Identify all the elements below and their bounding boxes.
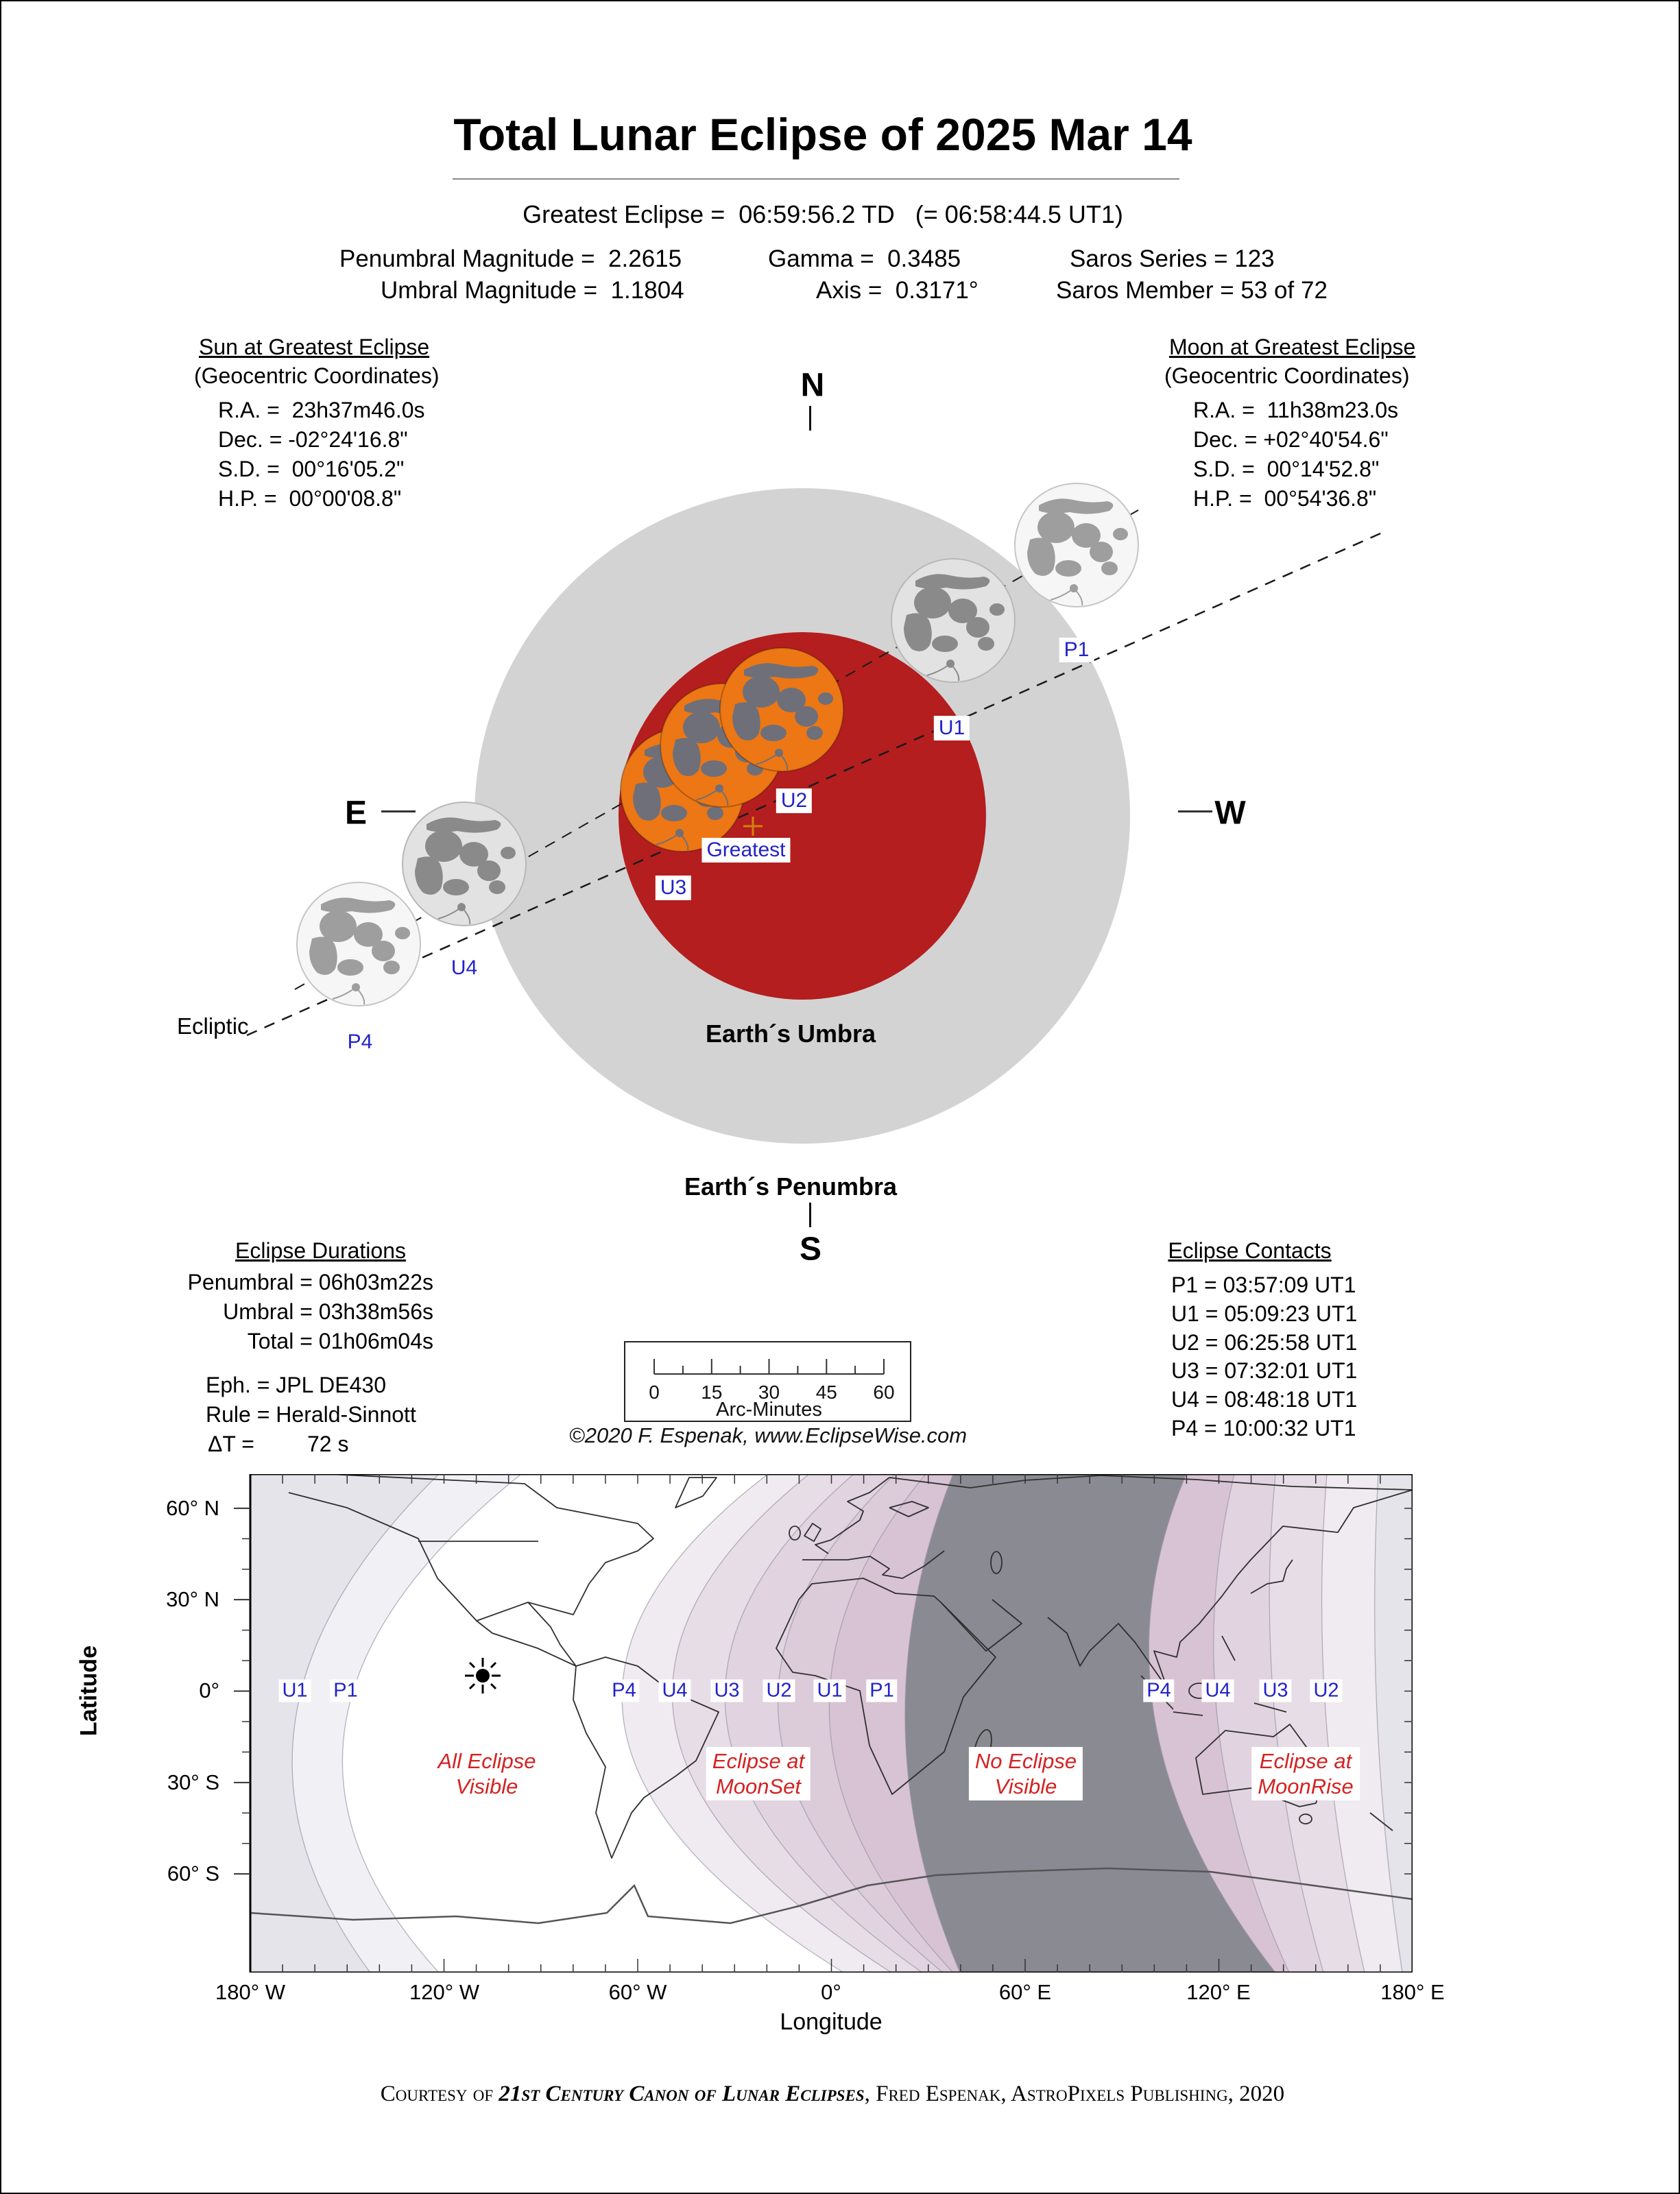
latitude-axis-label: Latitude bbox=[75, 1645, 102, 1737]
page-title: Total Lunar Eclipse of 2025 Mar 14 bbox=[453, 109, 1192, 160]
sun-symbol bbox=[465, 1658, 501, 1693]
penumbra-label: Earth´s Penumbra bbox=[684, 1172, 898, 1201]
umbral-magnitude: Umbral Magnitude = 1.1804 bbox=[381, 277, 684, 304]
sun-ra: R.A. = 23h37m46.0s bbox=[218, 398, 425, 422]
lon-tick-60w: 60° W bbox=[608, 1980, 667, 2004]
map-label-u2-east: U2 bbox=[1310, 1680, 1342, 1702]
sun-sd: S.D. = 00°16'05.2" bbox=[218, 457, 405, 481]
compass-west: W bbox=[1214, 795, 1246, 832]
map-label-u3-mid: U3 bbox=[710, 1680, 743, 1702]
region-all-eclipse-visible: All Eclipse Visible bbox=[432, 1747, 542, 1800]
contact-time-u1: U1 = 05:09:23 UT1 bbox=[1171, 1301, 1358, 1326]
contact-label-p1: P1 bbox=[1059, 638, 1094, 662]
penumbral-magnitude: Penumbral Magnitude = 2.2615 bbox=[339, 245, 682, 272]
lon-tick-0: 0° bbox=[821, 1980, 841, 2004]
duration-total: Total = 01h06m04s bbox=[247, 1329, 433, 1353]
contact-label-u2: U2 bbox=[776, 788, 812, 813]
moon-sd: S.D. = 00°14'52.8" bbox=[1193, 457, 1380, 481]
contact-time-u4: U4 = 08:48:18 UT1 bbox=[1171, 1387, 1358, 1412]
axis: Axis = 0.3171° bbox=[816, 277, 979, 304]
gamma: Gamma = 0.3485 bbox=[768, 245, 961, 272]
shadow-diagram bbox=[233, 384, 1399, 1172]
east-dash bbox=[381, 810, 416, 812]
compass-east: E bbox=[344, 795, 368, 832]
moon-block-subheading: (Geocentric Coordinates) bbox=[1164, 363, 1410, 388]
map-label-u4-mid: U4 bbox=[658, 1680, 691, 1702]
duration-penumbral: Penumbral = 06h03m22s bbox=[187, 1270, 433, 1294]
contact-label-u4: U4 bbox=[446, 956, 482, 980]
map-label-u1-mid: U1 bbox=[813, 1680, 845, 1702]
compass-north: N bbox=[800, 367, 825, 404]
north-tick bbox=[809, 406, 811, 431]
map-label-u3-east: U3 bbox=[1259, 1680, 1291, 1702]
ephemeris: Eph. = JPL DE430 bbox=[206, 1373, 386, 1397]
scale-bar bbox=[624, 1341, 911, 1422]
lat-tick-30s: 30° S bbox=[167, 1770, 219, 1794]
moon-at-p4 bbox=[297, 882, 420, 1006]
sun-dec: Dec. = -02°24'16.8" bbox=[218, 427, 408, 452]
map-label-p4-mid: P4 bbox=[608, 1680, 639, 1702]
contact-label-greatest: Greatest bbox=[701, 838, 790, 863]
scale-unit: Arc-Minutes bbox=[716, 1399, 822, 1418]
greatest-eclipse-line: Greatest Eclipse = 06:59:56.2 TD (= 06:58:44.5 UT1) bbox=[523, 200, 1123, 228]
lat-tick-0: 0° bbox=[199, 1678, 219, 1702]
map-label-p4-east: P4 bbox=[1143, 1680, 1174, 1702]
lon-tick-180e: 180° E bbox=[1380, 1980, 1445, 2004]
contact-time-u2: U2 = 06:25:58 UT1 bbox=[1171, 1330, 1358, 1355]
title-underline bbox=[453, 178, 1179, 180]
compass-south: S bbox=[799, 1231, 822, 1268]
region-no-eclipse-visible: No Eclipse Visible bbox=[969, 1747, 1083, 1800]
contact-time-p1: P1 = 03:57:09 UT1 bbox=[1171, 1273, 1356, 1297]
map-label-u2-mid: U2 bbox=[763, 1680, 795, 1702]
moon-at-p1 bbox=[1015, 483, 1138, 607]
delta-t-label: ΔT = bbox=[208, 1432, 254, 1456]
lon-tick-180w: 180° W bbox=[215, 1980, 285, 2004]
duration-umbral: Umbral = 03h38m56s bbox=[223, 1299, 433, 1324]
moon-dec: Dec. = +02°40'54.6" bbox=[1193, 427, 1389, 452]
moon-at-u2 bbox=[720, 648, 843, 771]
region-eclipse-at-moonrise: Eclipse at MoonRise bbox=[1251, 1747, 1360, 1800]
rule: Rule = Herald-Sinnott bbox=[206, 1402, 416, 1427]
credit-line: ©2020 F. Espenak, www.EclipseWise.com bbox=[568, 1423, 968, 1447]
contact-label-u3: U3 bbox=[656, 876, 691, 900]
lon-tick-60e: 60° E bbox=[998, 1980, 1052, 2004]
sun-hp: H.P. = 00°00'08.8" bbox=[218, 486, 402, 511]
moon-block-heading: Moon at Greatest Eclipse bbox=[1169, 335, 1416, 359]
sun-block-heading: Sun at Greatest Eclipse bbox=[199, 335, 430, 359]
saros-member: Saros Member = 53 of 72 bbox=[1056, 277, 1328, 304]
lat-tick-30n: 30° N bbox=[166, 1587, 219, 1611]
map-label-p1-west: P1 bbox=[330, 1680, 361, 1702]
map-label-p1-mid: P1 bbox=[866, 1680, 897, 1702]
saros-series: Saros Series = 123 bbox=[1070, 245, 1275, 272]
scale-ruler bbox=[625, 1342, 907, 1418]
moon-hp: H.P. = 00°54'36.8" bbox=[1193, 486, 1377, 511]
scale-tick-15: 15 bbox=[701, 1382, 723, 1403]
contact-time-u3: U3 = 07:32:01 UT1 bbox=[1171, 1358, 1358, 1383]
delta-t-value: 72 s bbox=[307, 1432, 349, 1456]
umbra-label: Earth´s Umbra bbox=[705, 1020, 876, 1048]
moon-at-u1 bbox=[891, 559, 1015, 682]
contact-time-p4: P4 = 10:00:32 UT1 bbox=[1171, 1416, 1356, 1440]
scale-tick-30: 30 bbox=[758, 1382, 780, 1403]
scale-tick-60: 60 bbox=[873, 1382, 895, 1403]
footer-credit: Courtesy of 21st Century Canon of Lunar Eclipses, Fred Espenak, AstroPixels Publishing, 2020 bbox=[380, 2082, 1285, 2106]
lat-tick-60n: 60° N bbox=[166, 1496, 219, 1520]
moon-ra: R.A. = 11h38m23.0s bbox=[1193, 398, 1399, 422]
contacts-heading: Eclipse Contacts bbox=[1168, 1238, 1332, 1263]
west-dash bbox=[1178, 810, 1212, 812]
lon-tick-120e: 120° E bbox=[1186, 1980, 1251, 2004]
map-label-u4-east: U4 bbox=[1201, 1680, 1234, 1702]
scale-tick-45: 45 bbox=[815, 1382, 837, 1403]
region-eclipse-at-moonset: Eclipse at MoonSet bbox=[706, 1747, 811, 1800]
sun-block-subheading: (Geocentric Coordinates) bbox=[194, 363, 440, 388]
contact-label-p4: P4 bbox=[343, 1030, 378, 1054]
contact-label-u1: U1 bbox=[934, 716, 970, 740]
visibility-map bbox=[231, 1474, 1413, 1973]
ecliptic-label: Ecliptic bbox=[177, 1013, 249, 1039]
lat-tick-60s: 60° S bbox=[167, 1861, 219, 1885]
south-tick bbox=[809, 1203, 811, 1227]
lon-tick-120w: 120° W bbox=[409, 1980, 479, 2004]
longitude-axis-label: Longitude bbox=[780, 2009, 883, 2035]
moon-at-u4 bbox=[403, 802, 526, 926]
map-label-u1-west: U1 bbox=[278, 1680, 311, 1702]
durations-heading: Eclipse Durations bbox=[235, 1238, 406, 1263]
scale-tick-0: 0 bbox=[649, 1382, 660, 1403]
